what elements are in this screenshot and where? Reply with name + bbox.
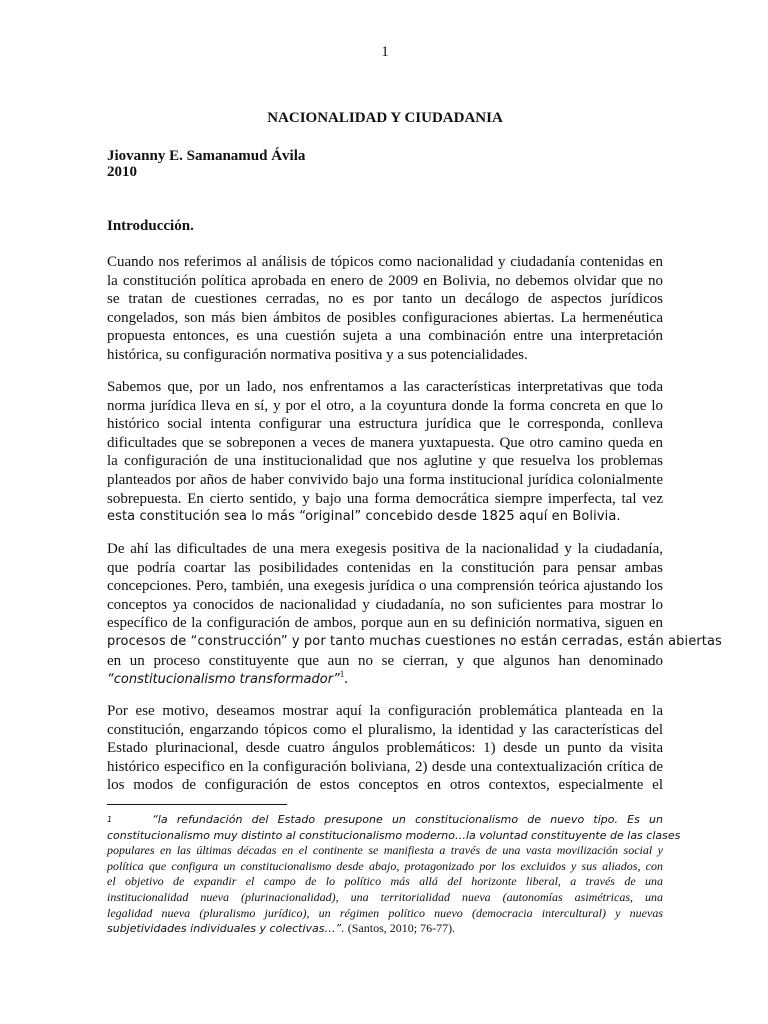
paragraph-line: planteados por años de haber convivido bajo una forma institucional jurídica colonialmente [107, 471, 663, 488]
paragraph-line: propuesta entonces, es una cuestión sujeta a una combinación entre una interpretación [107, 328, 663, 345]
paragraph-line: Sabemos que, por un lado, nos enfrentamos a las características interpretativas que toda [107, 379, 663, 395]
paragraph-2 [107, 378, 663, 527]
paragraph-4 [107, 702, 663, 795]
paragraph-line: esta constitución sea lo más “original” concebido desde 1825 aquí en Bolivia. [107, 509, 621, 525]
footnote-line: política que configura un constitucionalismo desde abajo, protagonizado por los excluidos y sus aliados, con [107, 858, 663, 873]
paragraph-line: se tratan de cuestiones cerradas, no es por tanto un decálogo de aspectos jurídicos [107, 291, 663, 308]
paragraph-line: constitución, engarzando tópicos como el pluralismo, la identidad y las características del [107, 721, 663, 738]
footnote [107, 812, 681, 937]
section-heading: Introducción. [107, 218, 194, 234]
paragraph-line: De ahí las dificultades de una mera exegesis positiva de la nacionalidad y la ciudadanía, [107, 541, 663, 557]
paragraph-line: concepciones. Pero, también, una exegesis jurídica o una comprensión teórica ajustando los [107, 578, 663, 595]
footnote-line: populares en las últimas décadas en el continente se manifiesta a través de una vasta movilización social y [107, 843, 663, 858]
paragraph-line: norma jurídica lleva en sí, y por el otro, a la coyuntura donde la forma concreta en que lo [107, 397, 663, 414]
paragraph-1 [107, 253, 663, 365]
footnote-marker: 1 [107, 815, 113, 824]
paragraph-3 [107, 540, 722, 689]
footnote-line: legalidad nueva (pluralismo jurídico), un régimen político nuevo (democracia intercultural) y nuevas [107, 905, 663, 920]
paragraph-line: los modos de configuración de estos conceptos en otros contextos, especialmente el [107, 777, 663, 794]
paragraph-line: histórico social intenta configurar una estructura jurídica que le corresponda, conlleva [107, 416, 663, 433]
footnote-line: el objetivo de expandir el campo de lo político más allá del horizonte liberal, a través de una [107, 874, 663, 889]
paragraph-line: congelados, son más bien ámbitos de posibles configuraciones abiertas. La hermenéutica [107, 309, 663, 326]
paragraph-line: sobrepuesta. En cierto sentido, y bajo una forma democrática siempre imperfecta, tal vez [107, 490, 663, 507]
footnote-citation: (Santos, 2010; 76-77). [344, 921, 456, 936]
footnote-text: “la refundación del Estado presupone un constitucionalismo de nuevo tipo. Es un [152, 813, 663, 826]
paragraph-line: la configuración de una institucionalidad que nos aglutine y que resuelva los problemas [107, 453, 663, 470]
paragraph-line: en un proceso constituyente que aun no se cierran, y que algunos han denominado [107, 652, 663, 669]
paragraph-line: Estado plurinacional, desde cuatro ángulos problemáticos: 1) desde un punto da visita [107, 740, 663, 757]
footnote-line: constitucionalismo muy distinto al constitucionalismo moderno…la voluntad constituyente de las clases [107, 828, 681, 842]
publication-year: 2010 [107, 164, 137, 180]
footnote-text: subjetividades individuales y colectivas…”. [107, 922, 345, 936]
paragraph-line: histórico especifico en la configuración boliviana, 2) desde una contextualización crítica de [107, 758, 663, 775]
paragraph-line: específico de la configuración de ambos, porque aun en su definición normativa, siguen en [107, 615, 663, 632]
footnote-reference[interactable]: 1 [339, 669, 345, 680]
footnote-line: institucionalidad nueva (plurinacionalidad), una territorialidad nueva (autonomías asimétricas, una [107, 889, 663, 904]
paragraph-line: Cuando nos referimos al análisis de tópicos como nacionalidad y ciudadanía contenidas en [107, 254, 663, 270]
paragraph-line: conceptos ya conocidos de nacionalidad y ciudadanía, no son suficientes para mostrar lo [107, 596, 663, 613]
footnote-divider [107, 804, 287, 805]
paragraph-line: “constitucionalismo transformador”$^1$. [107, 669, 349, 688]
paragraph-line: que podría coartar las posibilidades contenidas en la constitución para pensar ambas [107, 559, 663, 576]
author-name: Jiovanny E. Samanamud Ávila [107, 148, 306, 164]
paragraph-line: histórica, su configuración normativa positiva y a sus potencialidades. [107, 346, 528, 363]
cited-term: “constitucionalismo transformador” [107, 672, 340, 688]
page-number: 1 [381, 44, 389, 60]
paragraph-line: Por ese motivo, deseamos mostrar aquí la configuración problemática planteada en la [107, 703, 663, 719]
paragraph-line: procesos de “construcción” y por tanto muchas cuestiones no están cerradas, están abiertas [107, 633, 722, 649]
document-title: NACIONALIDAD Y CIUDADANIA [267, 110, 503, 126]
footnote-line [107, 921, 663, 937]
paragraph-line: dificultades que se sobreponen a veces de manera yuxtapuesta. Que otro camino queda en [107, 434, 663, 451]
paragraph-line: la constitución política aprobada en enero de 2009 en Bolivia, no debemos olvidar que no [107, 272, 663, 289]
footnote-line [107, 812, 663, 828]
